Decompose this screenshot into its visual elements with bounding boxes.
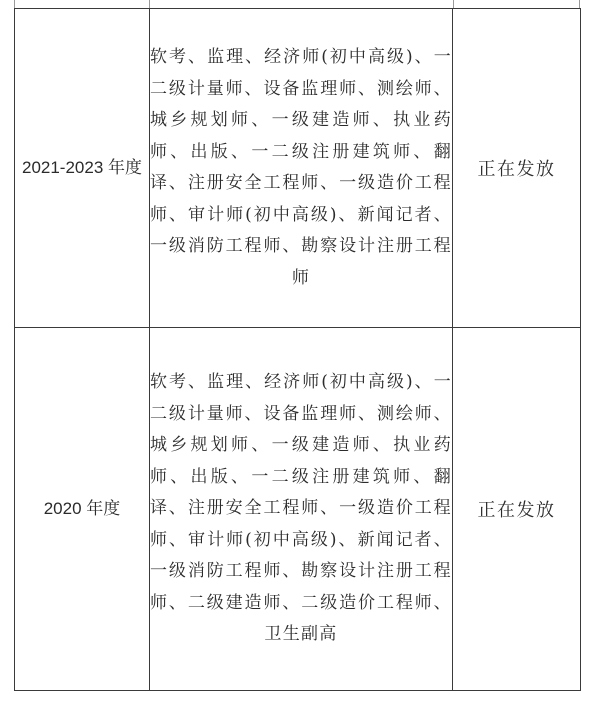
edge-mark	[14, 0, 15, 8]
edge-mark	[149, 0, 150, 8]
status-cell	[453, 9, 581, 328]
exam-list-cell	[150, 9, 453, 328]
exam-list-cell	[150, 328, 453, 691]
edge-mark	[453, 0, 454, 8]
table-row	[15, 9, 581, 328]
table-row	[15, 328, 581, 691]
certificate-issuance-table	[14, 8, 581, 691]
status-text: 正在发放	[477, 159, 556, 180]
year-label: 2021-2023 年度	[21, 158, 143, 177]
status-text: 正在发放	[477, 500, 556, 521]
exam-list-text: 软考、监理、经济师(初中高级)、一二级计量师、设备监理师、测绘师、城乡规划师、一级建造师、执业药师、出版、一二级注册建筑师、翻译、注册安全工程师、一级造价工程师、审计师(初中高级)、新闻记者、一级消防工程师、勘察设计注册工程师	[150, 47, 452, 288]
year-label: 2020 年度	[43, 499, 121, 518]
year-cell	[15, 9, 150, 328]
edge-mark	[579, 0, 580, 8]
table-top-edge-marks	[0, 0, 593, 8]
year-cell	[15, 328, 150, 691]
status-cell	[453, 328, 581, 691]
exam-list-text: 软考、监理、经济师(初中高级)、一二级计量师、设备监理师、测绘师、城乡规划师、一级建造师、执业药师、出版、一二级注册建筑师、翻译、注册安全工程师、一级造价工程师、审计师(初中高级)、新闻记者、一级消防工程师、勘察设计注册工程师、二级建造师、二级造价工程师、卫生副高	[150, 372, 452, 645]
